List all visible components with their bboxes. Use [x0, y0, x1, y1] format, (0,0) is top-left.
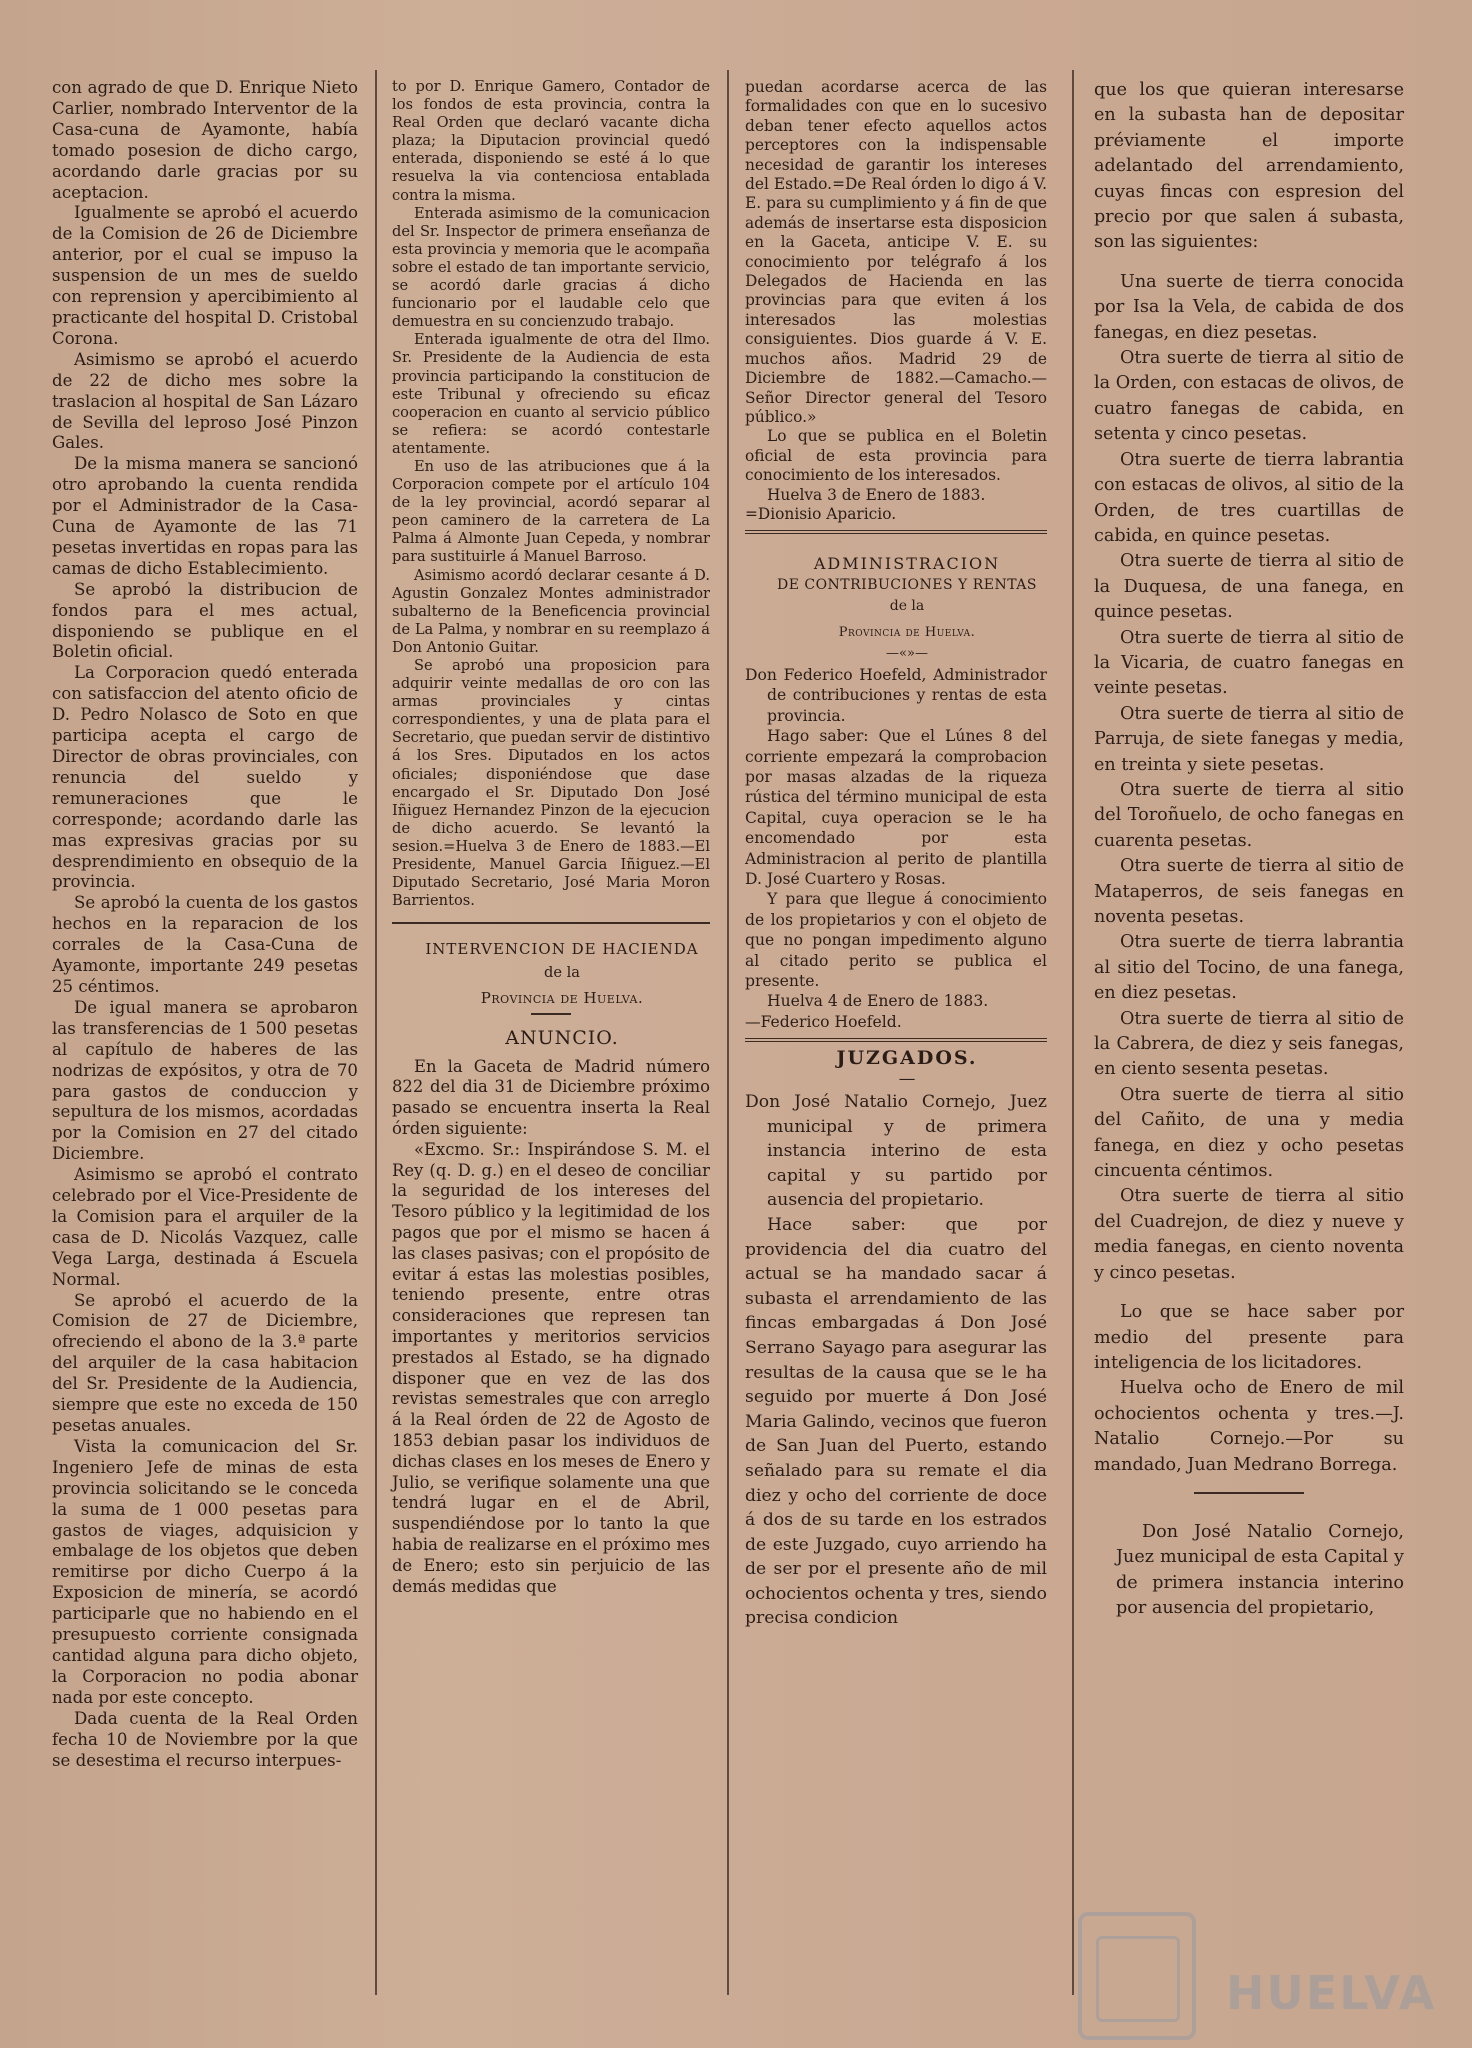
paragraph: Y para que llegue á conocimiento de los propietarios y con el objeto de que no pongan impedimento alguno al citado perito se publica el presente.	[745, 890, 1047, 990]
paragraph: La Corporacion quedó enterada con satisfaccion del atento oficio de D. Pedro Nolasco de Soto en que participa acepta el cargo de Director de obras provinciales, con renuncia del sueldo y remuneraciones que le corresponde; acordando darle las mas expresivas gracias por su desprendimiento en obsequio de la provincia.	[52, 663, 358, 892]
paragraph: Lo que se hace saber por medio del presente para inteligencia de los licitadores.	[1094, 1302, 1404, 1373]
paragraph: De la misma manera se sancionó otro aprobando la cuenta rendida por el Administrador de la Casa-Cuna de Ayamonte de las 71 pesetas invertidas en ropas para las camas de dicho Establecimiento.	[52, 454, 358, 578]
paragraph: Otra suerte de tierra labrantia con estacas de olivos, al sitio de la Orden, de tres cuartillas de cabida, en quince pesetas.	[1094, 449, 1404, 546]
archive-watermark	[1066, 1900, 1437, 2040]
paragraph: Otra suerte de tierra al sitio del Cuadrejon, de diez y nueve y media fanegas, en ciento noventa y cinco pesetas.	[1094, 1186, 1404, 1283]
paragraph: Huelva 4 de Enero de 1883.	[767, 992, 989, 1011]
section-subheading: Provincia de Huelva.	[480, 988, 644, 1007]
column-3	[745, 78, 1047, 1631]
paragraph: Asimismo se aprobó el contrato celebrado por el Vice-Presidente de la Comision para el arquiler de la casa de D. Nicolás Vazquez, calle Vega Larga, destinada á Escuela Normal.	[52, 1165, 358, 1289]
paragraph: con agrado de que D. Enrique Nieto Carlier, nombrado Interventor de la Casa-cuna de Ayamonte, había tomado posesion de dicho cargo, acordando darle gracias por su aceptacion.	[52, 78, 358, 202]
paragraph: Huelva ocho de Enero de mil ochocientos ochenta y tres.—J. Natalio Cornejo.—Por su mandado, Juan Medrano Borrega.	[1094, 1378, 1404, 1475]
paragraph: Enterada igualmente de otra del Ilmo. Sr. Presidente de la Audiencia de esta provincia participando la constitucion de este Tribunal y ofreciendo su eficaz cooperacion en cuanto al servicio público se refiera: se acordó contestarle atentamente.	[392, 331, 710, 457]
paragraph: Don José Natalio Cornejo, Juez municipal y de primera instancia interino de esta capital y su partido por ausencia del propietario.	[745, 1092, 1047, 1211]
section-subheading: Provincia de Huelva.	[838, 625, 976, 641]
section-divider	[392, 922, 710, 924]
paragraph: Otra suerte de tierra al sitio del Toroñuelo, de ocho fanegas en cuarenta pesetas.	[1094, 779, 1404, 851]
section-subheading: DE CONTRIBUCIONES Y RENTAS	[776, 577, 1038, 594]
paragraph: Don Federico Hoefeld, Administrador de contribuciones y rentas de esta provincia.	[745, 665, 1047, 725]
section-divider	[745, 1038, 1047, 1042]
paragraph: Una suerte de tierra conocida por Isa la Vela, de cabida de dos fanegas, en diez pesetas.	[1094, 271, 1404, 343]
paragraph: «Excmo. Sr.: Inspirándose S. M. el Rey (q. D. g.) en el deseo de conciliar la seguridad de los intereses del Tesoro público y la legitimidad de los pagos que por el mismo se hacen á las clases pasivas; con el propósito de evitar á estas las molestias posibles, teniendo presente, entre otras consideraciones que represen tan importantes y meritorios servicios prestados al Estado, se ha dignado disponer que en vez de las dos revistas semestrales que con arreglo á la Real órden de 22 de Agosto de 1853 debian pasar los individuos de dichas clases en los meses de Enero y Julio, se verifique solamente una que tendrá lugar en el de Abril, suspendiéndose por lo tanto la que habia de realizarse en el próximo mes de Enero; esto sin perjuicio de las demás medidas que	[392, 1139, 710, 1596]
paragraph: Hago saber: Que el Lúnes 8 del corriente empezará la comprobacion por masas alzadas de la riqueza rústica del término municipal de esta Capital, cuya operacion se le ha encomendado por esta Administracion al perito de plantilla D. José Cuartero y Rosas.	[745, 727, 1047, 888]
paragraph: Lo que se publica en el Boletin oficial de esta provincia para conocimiento de los interesados.	[745, 427, 1047, 485]
paragraph: Enterada asimismo de la comunicacion del Sr. Inspector de primera enseñanza de esta provincia y memoria que le acompaña sobre el estado de tan importante servicio, se acordó darle gracias á dicho funcionario por el laudable celo que demuestra en su concienzudo trabajo.	[392, 204, 710, 331]
paragraph: puedan acordarse acerca de las formalidades con que en lo sucesivo deban tener efecto aquellos actos perceptores con la indispensable necesidad de garantir los intereses del Estado.=De Real órden lo digo á V. E. para su cumplimiento y á fin de que además de insertarse esta disposicion en la Gaceta, anticipe V. E. su conocimiento por telégrafo á los Delegados de Hacienda en las provincias para que eviten á los interesados las molestias consiguientes. Dios guarde á V. E. muchos años. Madrid 29 de Diciembre de 1882.—Camacho.—Señor Director general del Tesoro público.»	[745, 78, 1047, 426]
shield-icon	[1078, 1912, 1196, 2040]
paragraph: Dada cuenta de la Real Orden fecha 10 de Noviembre por la que se desestima el recurso interpues-	[52, 1708, 358, 1770]
paragraph: Otra suerte de tierra al sitio de Mataperros, de seis fanegas en noventa pesetas.	[1094, 856, 1404, 927]
paragraph: Otra suerte de tierra labrantia al sitio del Tocino, de una fanega, en diez pesetas.	[1094, 932, 1404, 1004]
watermark-text: HUELVA	[1226, 1966, 1437, 2020]
paragraph: En la Gaceta de Madrid número 822 del dia 31 de Diciembre próximo pasado se encuentra inserta la Real órden siguiente:	[392, 1056, 710, 1139]
paragraph: Se aprobó la distribucion de fondos para el mes actual, disponiendo se publique en el Boletin oficial.	[52, 579, 358, 662]
paragraph: En uso de las atribuciones que á la Corporacion compete por el artículo 104 de la ley provincial, acordó separar al peon caminero de la carretera de La Palma á Almonte Juan Cepeda, y nombrar para sustituirle á Manuel Barroso.	[392, 457, 710, 566]
contributions-notice	[745, 665, 1047, 1032]
paragraph: Se aprobó una proposicion para adquirir veinte medallas de oro con las armas provinciales y cintas correspondientes, y una de plata para el Secretario, que puedan servir de distintivo á los Sres. Diputados en los actos oficiales; disponiéndose que dase encargado el Sr. Diputado Don José Iñiguez Hernandez Pinzon de la ejecucion de dicho acuerdo. Se levantó la sesion.=Huelva 3 de Enero de 1883.—El Presidente, Manuel Garcia Iñiguez.—El Diputado Secretario, José Maria Moron Barrientos.	[392, 657, 710, 910]
paragraph: Otra suerte de tierra al sitio de la Cabrera, de diez y seis fanegas, en ciento sesenta pesetas.	[1094, 1008, 1404, 1080]
paragraph: Igualmente se aprobó el acuerdo de la Comision de 26 de Diciembre anterior, por el cual se impuso la suspension de un mes de sueldo con reprension y apercibimiento al practicante del hospital D. Cristobal Corona.	[52, 203, 358, 348]
paragraph: Asimismo acordó declarar cesante á D. Agustin Gonzalez Montes administrador subalterno de la Beneficencia provincial de La Palma, y nombrar en su reemplazo á Don Antonio Guitar.	[392, 566, 710, 656]
paragraph: Otra suerte de tierra al sitio de la Orden, con estacas de olivos, de cuatro fanegas de cabida, en setenta y cinco pesetas.	[1094, 348, 1404, 445]
section-heading: INTERVENCION DE HACIENDA	[425, 940, 699, 959]
notice-body	[392, 1057, 710, 1598]
short-divider	[1194, 1492, 1304, 1494]
notice-intro	[745, 665, 1047, 726]
dash: —	[898, 1069, 916, 1089]
paragraph: Vista la comunicacion del Sr. Ingeniero Jefe de minas de esta provincia solicitando se le conceda la suma de 1 000 pesetas para gastos de viages, adquisicion y embalage de los objetos que deben remitirse por dicho Cuerpo á la Exposicion de minería, se acordó participarle que no habiendo en el presupuesto corriente consignada cantidad alguna para dicho objeto, la Corporacion no podia abonar nada por este concepto.	[52, 1436, 358, 1707]
paragraph: De igual manera se aprobaron las transferencias de 1 500 pesetas al capítulo de haberes de las nodrizas de expósitos, y otra de 70 para gastos de conduccion y sepultura de los mismos, acordadas por la Comision en 27 del citado Diciembre.	[52, 997, 358, 1164]
royal-order-end	[745, 78, 1047, 524]
paragraph: que los que quieran interesarse en la subasta han de depositar préviamente el importe adelantado del arrendamiento, cuyas fincas con espresion del precio por que salen á subasta, son las siguientes:	[1094, 80, 1404, 253]
ornament: —«»—	[886, 645, 928, 661]
section-divider	[745, 530, 1047, 534]
paragraph: Otra suerte de tierra al sitio del Cañito, de una y media fanega, en diez y ocho pesetas cincuenta céntimos.	[1094, 1084, 1404, 1182]
column-2	[392, 78, 710, 1597]
notice-intro	[745, 1090, 1047, 1213]
column-rule	[727, 70, 729, 1995]
signature: =Dionisio Aparicio.	[745, 504, 897, 523]
paragraph: to por D. Enrique Gamero, Contador de los fondos de esta provincia, contra la Real Orden que declaró vacante dicha plaza; la Diputacion provincial quedó enterada, disponiendo se esté á lo que resuelva la via contenciosa entablada contra la misma.	[392, 78, 710, 204]
notice-intro	[1094, 1520, 1404, 1622]
paragraph: Asimismo se aprobó el acuerdo de 22 de dicho mes sobre la traslacion al hospital de San Lázaro de Sevilla del leproso José Pinzon Gales.	[52, 349, 358, 453]
section-heading: JUZGADOS.	[836, 1047, 978, 1070]
signature: —Federico Hoefeld.	[745, 1012, 902, 1031]
column-1	[52, 78, 358, 1771]
notice-title: ANUNCIO.	[505, 1026, 619, 1049]
paragraph: Huelva 3 de Enero de 1883.	[767, 485, 986, 504]
section-subheading: de la	[889, 598, 925, 615]
column-rule	[1072, 70, 1074, 1995]
paragraph: Se aprobó el acuerdo de la Comision de 27 de Diciembre, ofreciendo el abono de la 3.ª parte del arquiler de la casa habitacion del Sr. Presidente de la Audiencia, siempre que este no exceda de 150 pesetas anuales.	[52, 1290, 358, 1435]
paragraph: Otra suerte de tierra al sitio de la Vicaria, de cuatro fanegas en veinte pesetas.	[1094, 627, 1404, 699]
paragraph: Se aprobó la cuenta de los gastos hechos en la reparacion de los corrales de la Casa-Cuna de Ayamonte, importante 249 pesetas 25 céntimos.	[52, 893, 358, 996]
paragraph: Otra suerte de tierra al sitio de Parruja, de siete fanegas y media, en treinta y siete pesetas.	[1094, 703, 1404, 775]
paragraph: Don José Natalio Cornejo, Juez municipal de esta Capital y de primera instancia interino por ausencia del propietario,	[1116, 1521, 1404, 1619]
paragraph: Hace saber: que por providencia del dia cuatro del actual se ha mandado sacar á subasta el arrendamiento de las fincas embargadas á Don José Serrano Sayago para asegurar las resultas de la causa que se le ha seguido por muerte á Don José Maria Galindo, vecinos que fueron de San Juan del Puerto, estando señalado para su remate el dia diez y ocho del corriente de doce á dos de su tarde en los estrados de este Juzgado, cuyo arriendo ha de ser por el presente año de mil ochocientos ochenta y tres, siendo precisa condicion	[745, 1214, 1047, 1629]
court-notice	[745, 1090, 1047, 1631]
column-rule	[375, 70, 377, 1995]
column-4	[1094, 78, 1404, 1622]
paragraph: Otra suerte de tierra al sitio de la Duquesa, de una fanega, en quince pesetas.	[1094, 551, 1404, 623]
section-subheading: de la	[544, 964, 580, 982]
short-divider	[531, 1013, 571, 1015]
section-heading: ADMINISTRACION	[813, 554, 1001, 574]
